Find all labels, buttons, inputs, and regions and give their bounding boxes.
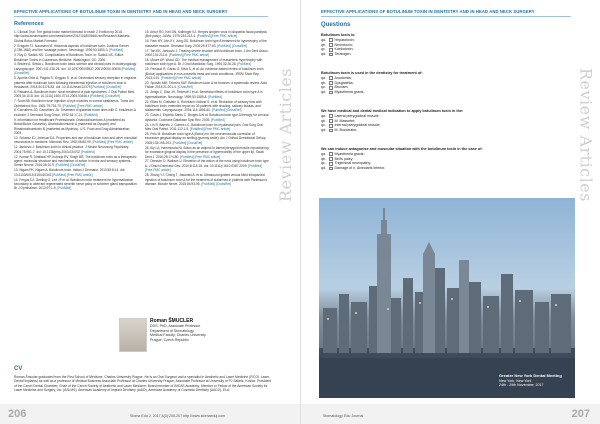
pubmed-link[interactable]: [PubMed] [CrossRef] xyxy=(211,108,242,113)
checkbox-icon xyxy=(329,91,333,95)
reference-item: 27. Dressler D, Wallace U. Elevation of the action of the neck using botulinum toxin type A. J Dtsch Dermatol Ges. 2010;8:115-18. doi: 10.1111/j.1610-0387.2009. [PubMed] [Free PMC article] xyxy=(145,159,269,173)
reference-item: 25. Polo M. Botulinum toxin type A (Botox) for the neuromuscular correction of excessive gingival display on smiling (gummy smile). Am J Orthod Dentofacial Orthop. 2008;133:195-203. [PubMed] [CrossRef] xyxy=(145,131,267,145)
references-column-1 xyxy=(14,30,138,191)
checkbox-icon xyxy=(329,86,333,90)
reference-item: 18. Moore AP, Wood GD. The medical management of masseteric hypertrophy with botulinum toxin type A. Br J Oral Maxillofac Surg. 1994;32:26-28. [PubMed] xyxy=(145,57,263,67)
pubmed-link[interactable]: [PubMed] [CrossRef] xyxy=(201,182,231,187)
checkbox-icon xyxy=(329,53,333,57)
pubmed-link[interactable]: [PubMed] [CrossRef] xyxy=(90,94,120,99)
answer-option[interactable]: qc. Kardiotoxin; xyxy=(321,47,354,52)
reference-item: 2. Erbguth FJ. Naumann M. Historical aspects of botulinum toxin: Justinus Kerner (1786-1862) and the 'sausage poison'. Neurology. 1999;53:1850-3. [PubMed] xyxy=(14,43,129,53)
side-tab-label: Review Articles xyxy=(275,68,295,202)
author-location: Prague, Czech Republic xyxy=(150,337,189,342)
answer-option[interactable]: qa. Myasthenia gravis; xyxy=(321,151,365,156)
answer-option[interactable]: qb. Dysgnathia; xyxy=(321,80,354,85)
reference-item: 8. Carruthers JD, Carruthers JA. Treatment of glabellar frown lines with C. botulinum-A exotoxin. J Dermatol Surg Oncol. 1992;18:17-21. [PubMed] xyxy=(14,108,136,117)
pubmed-link[interactable]: [PubMed] xyxy=(84,112,98,117)
reference-item: 14. Fergus DJ, Geeling G, Lee JF et al. Botulinum toxin treatment for hypersalivation secondary to aberrant regenerated seventh nerve palsy or schirmer gland transposition. Br J Ophthalmol. 2013;97:1-5. [PubMed] xyxy=(14,177,138,191)
reference-item: 9. Information for Healthcare Professionals: Onabotulinumtoxin A (marketed as Botox/Botox Cosmetic), Abobotulinumtoxin A (marketed as Dysport) and Rimabotulinumtoxin B (marketed as Myobloc). U.S. Food and Drug Administration; 2009. xyxy=(14,117,131,136)
reference-item: 10. Schantz EJ, Johnson EA. Properties and use of botulinum toxin and other microbial neurotoxins in medicine. Microbiol Rev. 1992;56:80-99. [PubMed] [Free PMC article] xyxy=(14,135,137,145)
answer-option[interactable]: qa. Anodontia; xyxy=(321,75,352,80)
pubmed-link[interactable]: [PubMed] [CrossRef] xyxy=(14,66,136,76)
pubmed-link[interactable]: [CrossRef] xyxy=(177,85,193,90)
author-faculty: Medical Faculty, Charles University xyxy=(150,333,206,338)
cv-title: CV xyxy=(14,366,23,372)
reference-item: 23. Costa J, Espirito-Santo C, Borges A et al. Botulinum toxin type A therapy for cervical dystonia. Cochrane Database Syst Rev. 2005. [PubMed] xyxy=(145,113,269,122)
side-tab xyxy=(575,0,597,270)
references-column-2 xyxy=(145,30,269,187)
reference-item: 12. Kumar R, Dhaliwal HP, Kukreja RV, Singh BR. The botulinum toxin as a therapeutic agent: molecular structure and mechanism of action in motor and sensory systems. Semin Neurol. 2016;36:10-9. [PubMed] [CrossRef] xyxy=(14,154,137,168)
question-text: We have medical and dental medical indication to apply botulinum toxin in the: xyxy=(321,109,464,113)
running-head: EFFECTIVE APPLICATIONS OF BOTULINUM TOXIN IN DENTISTRY AND IN HEAD AND NECK SURGERY xyxy=(14,9,228,14)
author-degree: DDS, PhD, Associate Professor xyxy=(150,324,201,328)
reference-item: 5. Aponte-Ortiz A, Pagola S, Yingyan S. et al. Decreased sensory reception in migraine patients after botulinum toxin following intradermal injection of botulinum toxin A. Headache. 2014;54:1178-83. doi: 10.1111/head.12375 [PubMed] [CrossRef] xyxy=(14,76,137,89)
reference-item: 11. Jankovic J. Botulinum toxin in clinical practice. J Neurol Neurosurg Psychiatry. 2004;75:951-7. doi: 10.1136/jnnp.2003.034702 [PubMed] xyxy=(14,145,130,154)
question-text: Botulinum toxin is: xyxy=(321,33,356,37)
cv-text: Roman Šmucler graduated from the First School of Medicine, Charles University Prague. He is an Oral Surgeon and a specialist in Aesthetic and Laser Medicine (FICOI, Laser, Dental Implants) as well as a professor of Medical Business Associate Professor at Charles University Prague; Associate Professor at University of PJ Safarik, Košice. President of the Czech Dental Chamber; Chair of the Czech Society of Aesthetic and Laser Medicine; Board member of IMCAS Academy; Member or Fellow of the American Society for Laser Medicine and Surgery, Inc. (ASLMS), American Academy of Implant Dentistry (AAID), American Academy of Cosmetic Dentistry (AACD), ELA. xyxy=(14,375,272,393)
pubmed-link[interactable]: [PubMed] xyxy=(237,62,251,67)
page-number: 207 xyxy=(571,408,590,420)
answer-option[interactable]: qb. Neurotoxin; xyxy=(321,42,353,47)
skyline-illustration xyxy=(319,198,575,398)
author-photo xyxy=(119,318,147,352)
checkbox-icon xyxy=(329,43,333,47)
caption-dates: 24th - 29th November, 2017 xyxy=(499,383,544,388)
checkbox-icon xyxy=(329,157,333,161)
reference-item: 13. Nigam PK, Nigam A. Botulinum toxin. Indian J Dermatol. 2010;55:8-14. doi: 10.4103/0019-5154.60343 [PubMed] [Free PMC article] xyxy=(14,168,126,177)
side-tab xyxy=(274,0,296,270)
answer-option[interactable]: qc. Trigeminal neuropathy; xyxy=(321,161,372,166)
question-text: Botulinum toxin is used in the dentistry for treatment of: xyxy=(321,71,423,75)
side-tab-label: Review Articles xyxy=(576,68,596,202)
reference-item: 17. Tan EK, Jankovic J. Treating severe bruxism with botulinum toxin. J Am Dent Assoc. 2000;131:211-6. [PubMed] [Free PMC article] xyxy=(145,48,269,58)
reference-item: 15. Arbor RG, Keil DN, Kalbinger SJ. Herpes simplex virus in idiopathic facial paralysis (Bell palsy). JAMA. 1975;234:213-4. [PubMed] [Free PMC article] xyxy=(145,30,267,39)
pubmed-link[interactable]: [PubMed] [Free PMC article] xyxy=(52,172,93,177)
checkbox-icon xyxy=(329,81,333,85)
checkbox-icon xyxy=(329,167,333,171)
answer-option[interactable]: qb. Bell's palsy; xyxy=(321,156,354,161)
pubmed-link[interactable]: [PubMed] [CrossRef] xyxy=(172,140,203,145)
question-3 xyxy=(321,109,571,133)
pubmed-link[interactable]: [PubMed] [Free PMC article] xyxy=(92,140,133,145)
checkbox-icon xyxy=(329,48,333,52)
author-block xyxy=(150,318,272,342)
checkbox-icon xyxy=(329,76,333,80)
questions-title: Questions xyxy=(321,22,351,28)
pubmed-link[interactable]: [PubMed] xyxy=(57,186,72,191)
answer-option[interactable]: qd. Teratogen. xyxy=(321,52,352,57)
author-department: Department of Stomatology xyxy=(150,328,194,333)
answer-option[interactable]: qc. Internal pterygoideal muscle; xyxy=(321,123,381,128)
header-rule xyxy=(321,16,571,17)
pubmed-link[interactable]: [PubMed] [Free PMC article] xyxy=(145,163,262,173)
checkbox-icon xyxy=(329,129,333,133)
checkbox-icon xyxy=(329,38,333,42)
reference-item: 3. Roy D, Sadick NS. Complications of Botulinum Toxin. In: Sadick NS, Editor. Botulinum Toxins in Cutaneous Medicine. Washington, DC: 2006. xyxy=(14,53,124,62)
reference-item: 19. Persaud R, Garas G, Silva S, et al. An evidence-based review of botulinum toxin (Botox) applications in non-cosmetic head and neck conditions. JRSM Short Rep. 2013;4:10. [PubMed] [Free PMC article] xyxy=(145,67,264,81)
pubmed-link[interactable]: [PubMed] xyxy=(109,48,123,53)
reference-item: 21. Zeligs C, Diaz JH, Federoff J et al. Beneficial effects of botulinum toxin type A in hypersalivation. Neurology. 1999;53:1585-8. [PubMed] xyxy=(145,90,263,99)
pubmed-link[interactable]: [PubMed] [Free PMC article] xyxy=(180,154,221,159)
reference-item: 1. Clinical Trial: The global botox market forecast to reach 2.9 billion by 2018. http://www.businesswire.com/news/home/20121018006461/en/Research-Markets-Global-Botox-Market-Forecast xyxy=(14,30,131,43)
question-1 xyxy=(321,33,571,57)
caption-location: New York, New York xyxy=(499,378,532,383)
answer-option[interactable]: qb. M. Masseter; xyxy=(321,118,356,123)
checkbox-icon xyxy=(329,162,333,166)
checkbox-icon xyxy=(329,124,333,128)
reference-item: 28. Zhang YJ, Cheng T, Jaworski A. et al. Ultrasound guided versus blind intraparotid injection of botulinum toxin A for the treatment of sialorrhea in patients with Parkinson's disease. Muscle Nerve. 2016;54:93-95. [PubMed] [CrossRef] xyxy=(145,173,268,187)
pubmed-link[interactable]: [PubMed] [Free PMC article] xyxy=(168,53,210,58)
answer-option[interactable]: qd. Myasthenia gravis. xyxy=(321,90,365,95)
pubmed-link[interactable]: [PubMed] [Free PMC article] xyxy=(196,34,238,39)
reference-item: 7. Scott AB. Botulinum toxin injection of eye muscles to correct strabismus. Trans Am Ophthalmol Soc. 1981;79:734-70. [PubMed] [Free PMC article] xyxy=(14,99,134,108)
pubmed-link[interactable]: [PubMed] [Free PMC article] xyxy=(62,103,103,108)
question-4 xyxy=(321,147,571,171)
reference-item: 6. Pakalnis A. Botulinum toxin: novel treatment of pain syndromes. J Oral Pathol Med. 2005;34:10-8. doi: 10.1111/j.1600-0714.2005.00346.x [PubMed] [CrossRef] xyxy=(14,89,135,99)
pubmed-link[interactable]: [PubMed] xyxy=(211,117,225,122)
answer-option[interactable]: qa. Hepatotoxin; xyxy=(321,37,355,42)
checkbox-icon xyxy=(329,114,333,118)
answer-option[interactable]: qd. M. Buccinator. xyxy=(321,128,358,133)
reference-item: 20. Sposito MM, Teixeira SAF. Botulinum toxin A for bruxism: a systematic review. Acta Fisiatr. 2014;21:201-4. [CrossRef] xyxy=(145,80,267,90)
question-text: We can induce antagonise and muscular situation with the botulinum toxin in the case of: xyxy=(321,147,483,151)
reference-item: 16. Park MY, Ahn KY, Jung DS. Botulinum toxin type A treatment for hypertrophy of the masseter muscle. Dermatol Surg. 2003;29:477-83. [PubMed] [CrossRef] xyxy=(145,39,267,48)
pubmed-link[interactable]: [PubMed] [Free PMC article] xyxy=(189,127,231,132)
pubmed-link[interactable]: [PubMed] [CrossRef] xyxy=(91,85,121,89)
reference-item: 4. Bhidee A, Selwa L. Botulinum toxin basic science and clinical uses in otolaryngology. Laryngoscope. 2001;111:218-26. doi: 10.1097/00005537-200102000-00006 [PubMed] [CrossRef] xyxy=(14,62,137,76)
checkbox-icon xyxy=(329,119,333,123)
pubmed-link[interactable]: [PubMed] [CrossRef] xyxy=(55,163,86,168)
right-page xyxy=(300,0,600,424)
reference-item: 26. Aly LA, Hammouda NI. Botox as an adjunct to lateral pterygoid muscle repositioning for excessive gingival display in the presence of hypermobility of the upper lip. Saudi Dent J. 2016;28:174-80. [PubMed] [Free PMC article] xyxy=(145,145,269,159)
answer-option[interactable]: qc. Bruxism; xyxy=(321,85,349,90)
reference-item: 24. Lin R, Barreto J, Gomes LC. Botulinum toxin for myofascial pain. Oral Surg Oral Med Oral Pathol. 2011;112:1-5. [PubMed] [Free PMC article] xyxy=(145,122,263,132)
photo-caption xyxy=(499,374,569,388)
answer-option[interactable]: qa. Lateral pterygoideal muscle; xyxy=(321,113,380,118)
page-number: 206 xyxy=(8,408,27,420)
running-head: EFFECTIVE APPLICATIONS OF BOTULINUM TOXIN IN DENTISTRY AND IN HEAD AND NECK SURGERY xyxy=(321,9,535,14)
pubmed-link[interactable]: [PubMed] xyxy=(80,149,95,154)
pubmed-link[interactable]: [PubMed] xyxy=(208,94,222,99)
author-name: Roman ŠMUCLER xyxy=(150,318,194,324)
pubmed-link[interactable]: [PubMed] [CrossRef] xyxy=(217,43,247,48)
references-title: References xyxy=(14,21,44,27)
new-york-skyline-photo xyxy=(319,198,575,398)
question-2 xyxy=(321,71,571,95)
checkbox-icon xyxy=(329,152,333,156)
footer-citation: Stoma Edu J. 2017;4(3):200-207 http://www.stomaeduj.com xyxy=(130,414,226,418)
reference-item: 22. Ellies M, Gottstein U, Rohrbach-Volland S, et al. Reduction of salivary flow with botulinum toxin: extended report on 33 patients with drooling, salivary fistulas, and sialadenitis. Laryngoscope. 2004;114:1856-60. [PubMed] [CrossRef] xyxy=(145,99,262,113)
caption-title: Greater New York Dental Meeting xyxy=(499,373,562,379)
header-rule xyxy=(14,16,268,17)
footer-journal: Stomatology Edu Journal xyxy=(323,414,364,418)
pubmed-link[interactable]: [PubMed] [Free PMC article] xyxy=(160,76,202,81)
answer-option[interactable]: qd. Damage of n. Alveolaris inferior. xyxy=(321,166,386,171)
